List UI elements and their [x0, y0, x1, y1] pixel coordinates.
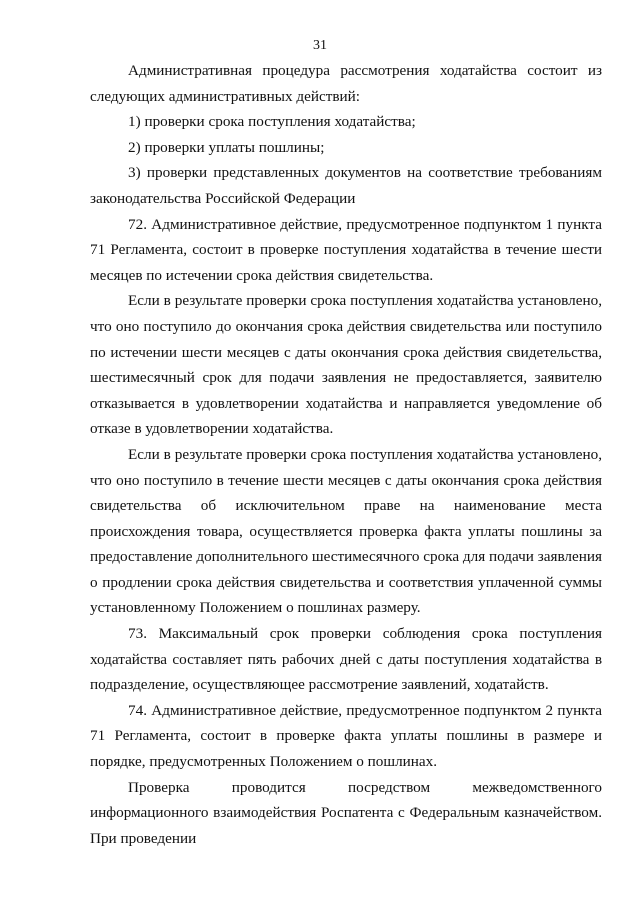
- page-number: 31: [313, 38, 327, 53]
- paragraph-fee-check: Если в результате проверки срока поступления ходатайства установлено, что оно поступило в течение шести месяцев с даты окончания срока действия свидетельства об исключительном праве на наименование места происхождения товара, осуществляется проверка факта уплаты пошлины за предоставление дополнительного шестимесячного срока для подачи заявления о продлении срока действия свидетельства и соответствия уплаченной суммы установленному Положением о пошлинах размеру.: [90, 445, 602, 617]
- paragraph-procedure-intro: Административная процедура рассмотрения ходатайства состоит из следующих административных действий:: [90, 62, 602, 105]
- list-item-2: 2) проверки уплаты пошлины;: [128, 138, 325, 156]
- paragraph-interaction: Проверка проводится посредством межведомственного информационного взаимодействия Роспатента с Федеральным казначейством. При проведении: [90, 778, 602, 847]
- paragraph-refusal: Если в результате проверки срока поступления ходатайства установлено, что оно поступило до окончания срока действия свидетельства или поступило по истечении шести месяцев с даты окончания срока действия свидетельства, шестимесячный срок для подачи заявления не предоставляется, заявителю отказывается в удовлетворении ходатайства и направляется уведомление об отказе в удовлетворении ходатайства.: [90, 292, 602, 438]
- document-body: [90, 58, 602, 851]
- paragraph-72: 72. Административное действие, предусмотренное подпунктом 1 пункта 71 Регламента, состоит в проверке поступления ходатайства в течение шести месяцев по истечении срока действия свидетельства.: [90, 215, 602, 284]
- paragraph-73: 73. Максимальный срок проверки соблюдения срока поступления ходатайства составляет пять рабочих дней с даты поступления ходатайства в подразделение, осуществляющее рассмотрение заявлений, ходатайств.: [90, 625, 602, 694]
- list-item-1: 1) проверки срока поступления ходатайства;: [128, 113, 416, 131]
- paragraph-74: 74. Административное действие, предусмотренное подпунктом 2 пункта 71 Регламента, состоит в проверке факта уплаты пошлины в размере и порядке, предусмотренных Положением о пошлинах.: [90, 701, 602, 771]
- list-item-3: 3) проверки представленных документов на соответствие требованиям законодательства Российской Федерации: [90, 164, 602, 207]
